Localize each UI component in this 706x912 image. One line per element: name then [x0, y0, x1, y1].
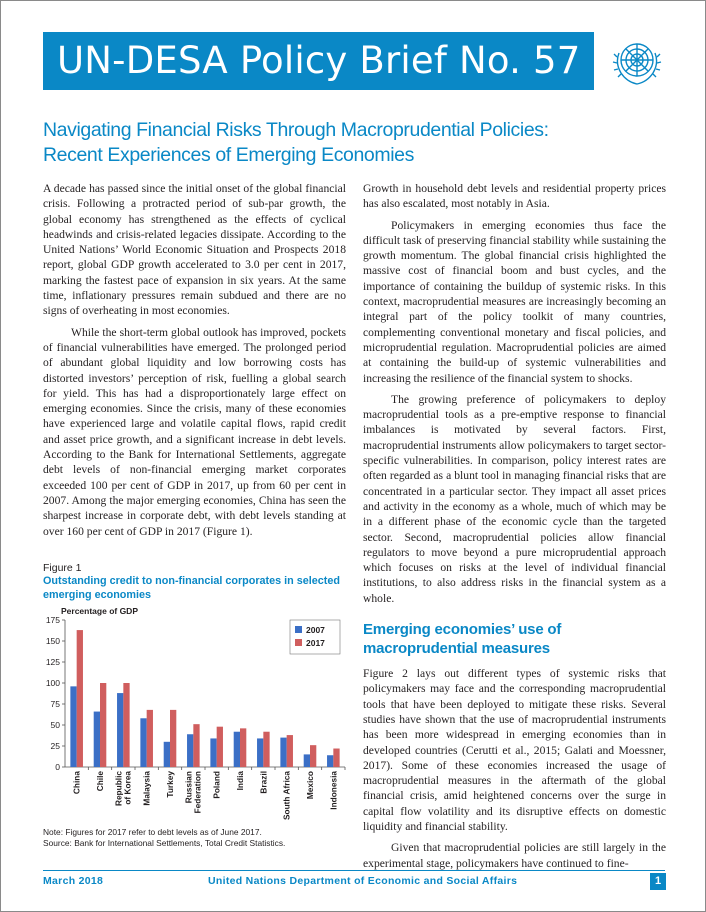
bar-2017	[193, 724, 199, 767]
bar-2017	[310, 745, 316, 767]
legend-label: 2007	[306, 625, 325, 635]
footer-organization: United Nations Department of Economic and Social Affairs	[208, 875, 518, 887]
x-tick-label: RussianFederation	[183, 771, 203, 814]
y-tick-label: 50	[50, 720, 60, 730]
bar-2017	[170, 710, 176, 767]
y-tick-label: 125	[45, 657, 60, 667]
bar-2007	[327, 755, 333, 767]
y-tick-label: 175	[45, 615, 60, 625]
legend-swatch-2007	[295, 626, 302, 633]
bar-2007	[304, 754, 310, 767]
subtitle-line-2: Recent Experiences of Emerging Economies	[43, 144, 414, 166]
y-tick-label: 25	[50, 741, 60, 751]
paragraph: While the short-term global outlook has improved, pockets of financial vulnerabilities have emerged. The prolonged period of abundant global liquidity and low borrowing costs has distorted investors’ perception of risk, fuelling a global search for yield. This has had a disproportionately large effect on emerging economies. Since the crisis, many of these economies have experienced large and volatile capital flows, rapid credit and asset price growth, and a significant increase in debt levels. According to the Bank for International Settlements, aggregate debt levels of non-financial emerging market corporates exceeded 100 per cent of GDP in 2017, up from 60 per cent in 2007. Among the major emerging economies, China has seen the sharpest increase in corporate debt, with debt levels standing at over 160 per cent of GDP in 2017 (Figure 1).	[43, 325, 346, 538]
x-tick-label: China	[71, 771, 82, 795]
bar-2007	[234, 732, 240, 767]
figure-notes	[43, 827, 353, 849]
bar-2017	[77, 630, 83, 767]
paragraph: Given that macroprudential policies are still largely in the experimental stage, policymakers have continued to fine-	[363, 841, 666, 870]
bar-2007	[187, 734, 193, 767]
figure-title: Outstanding credit to non-financial corporates in selected emerging economies	[43, 575, 340, 601]
y-tick-label: 75	[50, 699, 60, 709]
bar-2007	[210, 738, 216, 767]
paragraph: Figure 2 lays out different types of systemic risks that policymakers may face and the corresponding macroprudential tools that have been deployed to mitigate these risks. Several studies have shown that the use of macroprudential instruments has been more widespread in emerging economies than in developed countries (Cerutti et al., 2015; Galati and Moessner, 2017). Some of these economies increased the usage of macroprudential measures in the aftermath of the global financial crisis, amid heightened concerns over the surge in capital flow volatility and its disruptive effects on domestic liquidity and financial stability.	[363, 667, 666, 833]
y-tick-label: 100	[45, 678, 60, 688]
subtitle-line-1: Navigating Financial Risks Through Macroprudential Policies:	[43, 119, 549, 141]
paragraph: Policymakers in emerging economies thus face the difficult task of preserving financial stability while sustaining the growth momentum. The global financial crisis highlighted the massive cost of financial boom and bust cycles, and the importance of containing the buildup of systemic risks. In this context, macroprudential measures are increasingly becoming an integral part of the policy toolkit of many countries, complementing conventional monetary and fiscal policies, and microprudential regulation. Macroprudential policies are aimed at containing the build-up of systemic vulnerabilities and increasing the resilience of the financial system to shocks.	[363, 218, 666, 385]
y-tick-label: 0	[55, 762, 60, 772]
document-subtitle	[43, 118, 663, 168]
y-tick-label: 150	[45, 636, 60, 646]
x-tick-label: Malaysia	[141, 771, 152, 806]
figure-source: Source: Bank for International Settlements, Total Credit Statistics.	[43, 838, 286, 848]
bar-2007	[117, 693, 123, 767]
x-tick-label: Brazil	[258, 771, 269, 794]
section-heading-line-2: macroprudential measures	[363, 640, 550, 658]
x-tick-label: Poland	[211, 771, 222, 799]
legend-label: 2017	[306, 638, 325, 648]
figure-label: Figure 1	[43, 562, 82, 574]
bar-2007	[140, 718, 146, 767]
bar-chart	[43, 604, 353, 822]
bar-2017	[287, 735, 293, 767]
x-tick-label: Chile	[95, 771, 105, 792]
paragraph: Growth in household debt levels and residential property prices has also escalated, most notably in Asia.	[363, 182, 666, 211]
bar-2007	[280, 738, 286, 767]
x-tick-label: South Africa	[281, 771, 292, 821]
bar-2007	[70, 686, 76, 767]
paragraph: A decade has passed since the initial onset of the global financial crisis. Following a protracted period of sub-par growth, the global economy has strengthened as the effects of cyclical headwinds and crisis-related legacies dissipate. According to the United Nations’ World Economic Situation and Prospects 2018 report, global GDP growth accelerated to 3.0 per cent in 2017, marking the fastest pace of expansion in six years. At the same time, inflationary pressures remain subdued and there are no signs of overheating in most economies.	[43, 182, 346, 318]
bar-2017	[333, 749, 339, 767]
bar-2017	[240, 728, 246, 767]
bar-2017	[147, 710, 153, 767]
footer-rule	[43, 870, 665, 871]
x-tick-label: Indonesia	[328, 771, 339, 810]
un-emblem-icon	[609, 33, 665, 89]
bar-2017	[100, 683, 106, 767]
paragraph: The growing preference of policymakers to deploy macroprudential tools as a pre-emptive response to financial imbalances is motivated by several factors. First, macroprudential instruments allow policymakers to target sector-specific vulnerabilities. In comparison, policy interest rates are often regarded as a blunt tool in managing financial risks that are concentrated in a particular sector. They impact all asset prices and activity in the economy as a whole, much of which may be in a different phase of the economic cycle than the targeted sector. Second, macroprudential policies allow financial regulators to move beyond a pure microprudential approach which focuses on risks at the level of individual financial institutions, to also address risks in the financial system as a whole.	[363, 392, 666, 605]
bar-2007	[257, 738, 263, 767]
y-axis-label: Percentage of GDP	[61, 606, 138, 616]
bar-2017	[123, 683, 129, 767]
footer-date: March 2018	[43, 875, 104, 887]
page-title: UN-DESA Policy Brief No. 57	[43, 32, 594, 90]
x-tick-label: India	[235, 771, 245, 791]
legend-swatch-2017	[295, 639, 302, 646]
bar-2007	[164, 742, 170, 767]
x-tick-label: Turkey	[165, 771, 175, 798]
bar-2007	[94, 712, 100, 767]
bar-2017	[217, 727, 223, 767]
right-column	[363, 181, 666, 877]
bar-2017	[263, 732, 269, 767]
section-heading	[363, 620, 666, 658]
page-number: 1	[650, 873, 666, 890]
left-column	[43, 181, 346, 545]
x-tick-label: Mexico	[305, 771, 315, 800]
figure-note: Note: Figures for 2017 refer to debt levels as of June 2017.	[43, 827, 262, 837]
x-tick-label: Republicof Korea	[113, 771, 133, 807]
section-heading-line-1: Emerging economies’ use of	[363, 621, 562, 639]
